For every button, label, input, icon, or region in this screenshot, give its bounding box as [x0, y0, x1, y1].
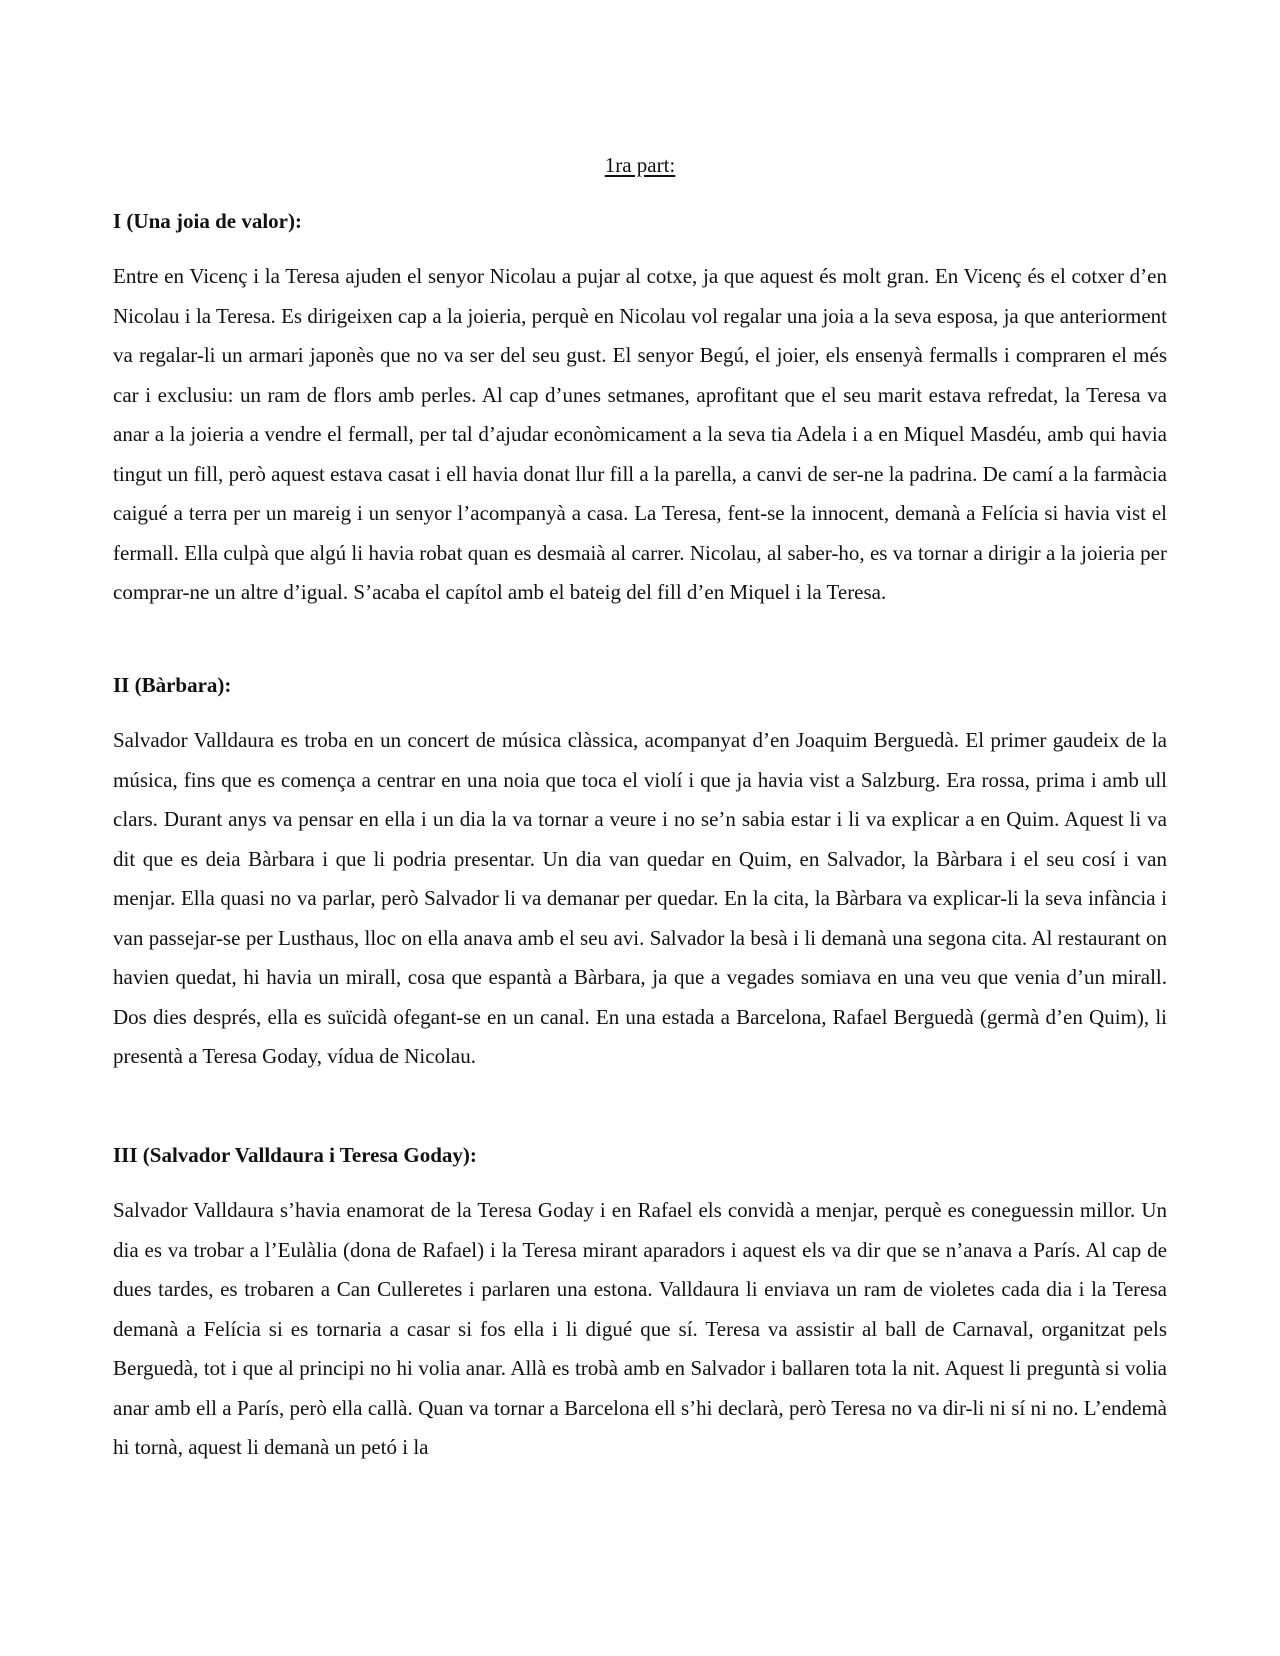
section-heading: III (Salvador Valldaura i Teresa Goday):	[113, 1143, 477, 1167]
part-title-text: 1ra part:	[604, 153, 676, 177]
section-paragraph: Entre en Vicenç i la Teresa ajuden el senyor Nicolau a pujar al cotxe, ja que aquest és molt gran. En Vicenç és el cotxer d’en Nicolau i la Teresa. Es dirigeixen cap a la joieria, perquè en Nicolau vol regalar una joia a la seva esposa, ja que anteriorment va regalar-li un armari japonès que no va ser del seu gust. El senyor Begú, el joier, els ensenyà fermalls i compraren el més car i exclusiu: un ram de flors amb perles. Al cap d’unes setmanes, aprofitant que el seu marit estava refredat, la Teresa va anar a la joieria a vendre el fermall, per tal d’ajudar econòmicament a la seva tia Adela i a en Miquel Masdéu, amb qui havia tingut un fill, però aquest estava casat i ell havia donat llur fill a la parella, a canvi de ser-ne la padrina. De camí a la farmàcia caigué a terra per un mareig i un senyor l’acompanyà a casa. La Teresa, fent-se la innocent, demanà a Felícia si havia vist el fermall. Ella culpà que algú li havia robat quan es desmaià al carrer. Nicolau, al saber-ho, es va tornar a dirigir a la joieria per comprar-ne un altre d’igual. S’acaba el capítol amb el bateig del fill d’en Miquel i la Teresa.	[113, 264, 1167, 604]
part-title	[113, 150, 1167, 180]
section-heading: II (Bàrbara):	[113, 673, 232, 697]
section-una-joia-de-valor	[113, 206, 1167, 613]
section-paragraph: Salvador Valldaura es troba en un concert de música clàssica, acompanyat d’en Joaquim Berguedà. El primer gaudeix de la música, fins que es comença a centrar en una noia que toca el violí i que ja havia vist a Salzburg. Era rossa, prima i amb ull clars. Durant anys va pensar en ella i un dia la va tornar a veure i no se’n sabia estar i li va explicar a en Quim. Aquest li va dit que es deia Bàrbara i que li podria presentar. Un dia van quedar en Quim, en Salvador, la Bàrbara i el seu cosí i van menjar. Ella quasi no va parlar, però Salvador li va demanar per quedar. En la cita, la Bàrbara va explicar-li la seva infància i van passejar-se per Lusthaus, lloc on ella anava amb el seu avi. Salvador la besà i li demanà una segona cita. Al restaurant on havien quedat, hi havia un mirall, cosa que espantà a Bàrbara, ja que a vegades somiava en una veu que venia d’un mirall. Dos dies després, ella es suïcidà ofegant-se en un canal. En una estada a Barcelona, Rafael Berguedà (germà d’en Quim), li presentà a Teresa Goday, vídua de Nicolau.	[113, 728, 1167, 1068]
section-paragraph: Salvador Valldaura s’havia enamorat de la Teresa Goday i en Rafael els convidà a menjar, perquè es coneguessin millor. Un dia es va trobar a l’Eulàlia (dona de Rafael) i la Teresa mirant aparadors i aquest els va dir que se n’anava a París. Al cap de dues tardes, es trobaren a Can Culleretes i parlaren una estona. Valldaura li enviava un ram de violetes cada dia i la Teresa demanà a Felícia si es tornaria a casar si fos ella i li digué que sí. Teresa va assistir al ball de Carnaval, organitzat pels Berguedà, tot i que al principi no hi volia anar. Allà es trobà amb en Salvador i ballaren tota la nit. Aquest li preguntà si volia anar amb ell a París, però ella callà. Quan va tornar a Barcelona ell s’hi declarà, però Teresa no va dir-li ni sí ni no. L’endemà hi tornà, aquest li demanà un petó i la	[113, 1198, 1167, 1459]
section-barbara	[113, 670, 1167, 1077]
section-heading: I (Una joia de valor):	[113, 209, 302, 233]
section-salvador-teresa	[113, 1140, 1167, 1468]
